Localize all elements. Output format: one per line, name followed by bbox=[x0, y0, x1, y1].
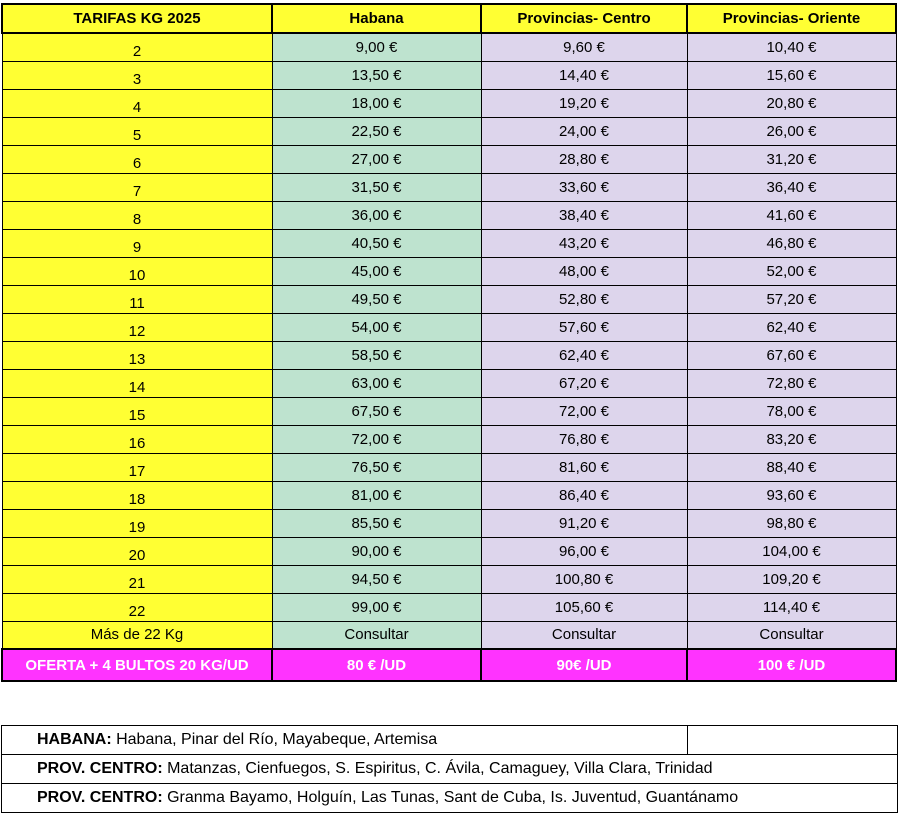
kg-cell: 13 bbox=[2, 341, 272, 369]
centro-price-cell: 67,20 € bbox=[481, 369, 687, 397]
centro-price-cell: 19,20 € bbox=[481, 89, 687, 117]
zone-row bbox=[2, 784, 898, 813]
zone-name: PROV. CENTRO: bbox=[37, 760, 163, 777]
rate-row bbox=[2, 117, 896, 145]
habana-price-cell: 85,50 € bbox=[272, 509, 481, 537]
habana-price-cell: 58,50 € bbox=[272, 341, 481, 369]
header-provincias-oriente: Provincias- Oriente bbox=[687, 4, 896, 33]
habana-price-cell: 45,00 € bbox=[272, 257, 481, 285]
offer-label: OFERTA + 4 BULTOS 20 KG/UD bbox=[2, 649, 272, 681]
kg-cell: 4 bbox=[2, 89, 272, 117]
oriente-price-cell: 98,80 € bbox=[687, 509, 896, 537]
consult-row bbox=[2, 621, 896, 649]
habana-price-cell: 31,50 € bbox=[272, 173, 481, 201]
kg-cell: 6 bbox=[2, 145, 272, 173]
kg-cell: 18 bbox=[2, 481, 272, 509]
rate-row bbox=[2, 229, 896, 257]
habana-price-cell: 22,50 € bbox=[272, 117, 481, 145]
rate-row bbox=[2, 285, 896, 313]
oriente-price-cell: 72,80 € bbox=[687, 369, 896, 397]
rate-row bbox=[2, 509, 896, 537]
consult-habana-cell: Consultar bbox=[272, 621, 481, 649]
oriente-price-cell: 93,60 € bbox=[687, 481, 896, 509]
kg-cell: 20 bbox=[2, 537, 272, 565]
rate-row bbox=[2, 61, 896, 89]
offer-row bbox=[2, 649, 896, 681]
centro-price-cell: 105,60 € bbox=[481, 593, 687, 621]
habana-price-cell: 27,00 € bbox=[272, 145, 481, 173]
rate-row bbox=[2, 369, 896, 397]
oriente-price-cell: 52,00 € bbox=[687, 257, 896, 285]
oriente-price-cell: 104,00 € bbox=[687, 537, 896, 565]
centro-price-cell: 76,80 € bbox=[481, 425, 687, 453]
rate-row bbox=[2, 481, 896, 509]
habana-price-cell: 9,00 € bbox=[272, 33, 481, 61]
zone-row bbox=[2, 755, 898, 784]
consult-centro-cell: Consultar bbox=[481, 621, 687, 649]
zone-places: Granma Bayamo, Holguín, Las Tunas, Sant de Cuba, Is. Juventud, Guantánamo bbox=[162, 789, 739, 806]
oriente-price-cell: 57,20 € bbox=[687, 285, 896, 313]
zones-table bbox=[1, 725, 898, 813]
centro-price-cell: 14,40 € bbox=[481, 61, 687, 89]
kg-cell: 16 bbox=[2, 425, 272, 453]
zone-name: PROV. CENTRO: bbox=[37, 789, 163, 806]
oriente-price-cell: 20,80 € bbox=[687, 89, 896, 117]
zone-empty-cell bbox=[688, 726, 898, 755]
rate-row bbox=[2, 537, 896, 565]
centro-price-cell: 96,00 € bbox=[481, 537, 687, 565]
zone-cell bbox=[2, 755, 898, 784]
centro-price-cell: 86,40 € bbox=[481, 481, 687, 509]
centro-price-cell: 38,40 € bbox=[481, 201, 687, 229]
rate-row bbox=[2, 89, 896, 117]
habana-price-cell: 94,50 € bbox=[272, 565, 481, 593]
rate-row bbox=[2, 173, 896, 201]
zone-cell bbox=[2, 784, 898, 813]
kg-cell: 8 bbox=[2, 201, 272, 229]
zone-cell bbox=[2, 726, 688, 755]
oriente-price-cell: 15,60 € bbox=[687, 61, 896, 89]
centro-price-cell: 43,20 € bbox=[481, 229, 687, 257]
header-kg: TARIFAS KG 2025 bbox=[2, 4, 272, 33]
habana-price-cell: 63,00 € bbox=[272, 369, 481, 397]
centro-price-cell: 91,20 € bbox=[481, 509, 687, 537]
header-provincias-centro: Provincias- Centro bbox=[481, 4, 687, 33]
zone-name: HABANA: bbox=[37, 731, 112, 748]
oriente-price-cell: 26,00 € bbox=[687, 117, 896, 145]
habana-price-cell: 72,00 € bbox=[272, 425, 481, 453]
centro-price-cell: 52,80 € bbox=[481, 285, 687, 313]
rate-row bbox=[2, 425, 896, 453]
kg-cell: 21 bbox=[2, 565, 272, 593]
kg-cell: 9 bbox=[2, 229, 272, 257]
centro-price-cell: 9,60 € bbox=[481, 33, 687, 61]
oriente-price-cell: 62,40 € bbox=[687, 313, 896, 341]
rate-row bbox=[2, 565, 896, 593]
centro-price-cell: 62,40 € bbox=[481, 341, 687, 369]
kg-cell: 22 bbox=[2, 593, 272, 621]
kg-cell: 7 bbox=[2, 173, 272, 201]
kg-cell: 14 bbox=[2, 369, 272, 397]
oriente-price-cell: 31,20 € bbox=[687, 145, 896, 173]
offer-habana: 80 € /UD bbox=[272, 649, 481, 681]
zone-row bbox=[2, 726, 898, 755]
kg-cell: 3 bbox=[2, 61, 272, 89]
zone-places: Habana, Pinar del Río, Mayabeque, Artemisa bbox=[111, 731, 438, 748]
offer-centro: 90€ /UD bbox=[481, 649, 687, 681]
habana-price-cell: 90,00 € bbox=[272, 537, 481, 565]
habana-price-cell: 36,00 € bbox=[272, 201, 481, 229]
kg-cell: 11 bbox=[2, 285, 272, 313]
rates-body bbox=[2, 33, 896, 621]
kg-cell: 17 bbox=[2, 453, 272, 481]
oriente-price-cell: 83,20 € bbox=[687, 425, 896, 453]
centro-price-cell: 100,80 € bbox=[481, 565, 687, 593]
kg-cell: 15 bbox=[2, 397, 272, 425]
habana-price-cell: 99,00 € bbox=[272, 593, 481, 621]
rate-row bbox=[2, 201, 896, 229]
habana-price-cell: 67,50 € bbox=[272, 397, 481, 425]
centro-price-cell: 57,60 € bbox=[481, 313, 687, 341]
centro-price-cell: 24,00 € bbox=[481, 117, 687, 145]
header-habana: Habana bbox=[272, 4, 481, 33]
centro-price-cell: 33,60 € bbox=[481, 173, 687, 201]
rate-row bbox=[2, 397, 896, 425]
header-row bbox=[2, 4, 896, 33]
kg-cell: 19 bbox=[2, 509, 272, 537]
rate-row bbox=[2, 453, 896, 481]
oriente-price-cell: 67,60 € bbox=[687, 341, 896, 369]
oriente-price-cell: 109,20 € bbox=[687, 565, 896, 593]
rate-row bbox=[2, 341, 896, 369]
oriente-price-cell: 10,40 € bbox=[687, 33, 896, 61]
rate-row bbox=[2, 313, 896, 341]
rate-row bbox=[2, 257, 896, 285]
zone-places: Matanzas, Cienfuegos, S. Espiritus, C. Ávila, Camaguey, Villa Clara, Trinidad bbox=[162, 760, 713, 777]
consult-kg-cell: Más de 22 Kg bbox=[2, 621, 272, 649]
consult-oriente-cell: Consultar bbox=[687, 621, 896, 649]
centro-price-cell: 72,00 € bbox=[481, 397, 687, 425]
rate-row bbox=[2, 33, 896, 61]
offer-oriente: 100 € /UD bbox=[687, 649, 896, 681]
habana-price-cell: 40,50 € bbox=[272, 229, 481, 257]
rate-row bbox=[2, 593, 896, 621]
rates-table bbox=[1, 3, 897, 682]
habana-price-cell: 18,00 € bbox=[272, 89, 481, 117]
centro-price-cell: 48,00 € bbox=[481, 257, 687, 285]
habana-price-cell: 76,50 € bbox=[272, 453, 481, 481]
oriente-price-cell: 36,40 € bbox=[687, 173, 896, 201]
kg-cell: 5 bbox=[2, 117, 272, 145]
rate-row bbox=[2, 145, 896, 173]
habana-price-cell: 49,50 € bbox=[272, 285, 481, 313]
centro-price-cell: 28,80 € bbox=[481, 145, 687, 173]
oriente-price-cell: 88,40 € bbox=[687, 453, 896, 481]
habana-price-cell: 13,50 € bbox=[272, 61, 481, 89]
kg-cell: 10 bbox=[2, 257, 272, 285]
centro-price-cell: 81,60 € bbox=[481, 453, 687, 481]
oriente-price-cell: 78,00 € bbox=[687, 397, 896, 425]
oriente-price-cell: 46,80 € bbox=[687, 229, 896, 257]
kg-cell: 12 bbox=[2, 313, 272, 341]
habana-price-cell: 54,00 € bbox=[272, 313, 481, 341]
habana-price-cell: 81,00 € bbox=[272, 481, 481, 509]
kg-cell: 2 bbox=[2, 33, 272, 61]
oriente-price-cell: 41,60 € bbox=[687, 201, 896, 229]
oriente-price-cell: 114,40 € bbox=[687, 593, 896, 621]
